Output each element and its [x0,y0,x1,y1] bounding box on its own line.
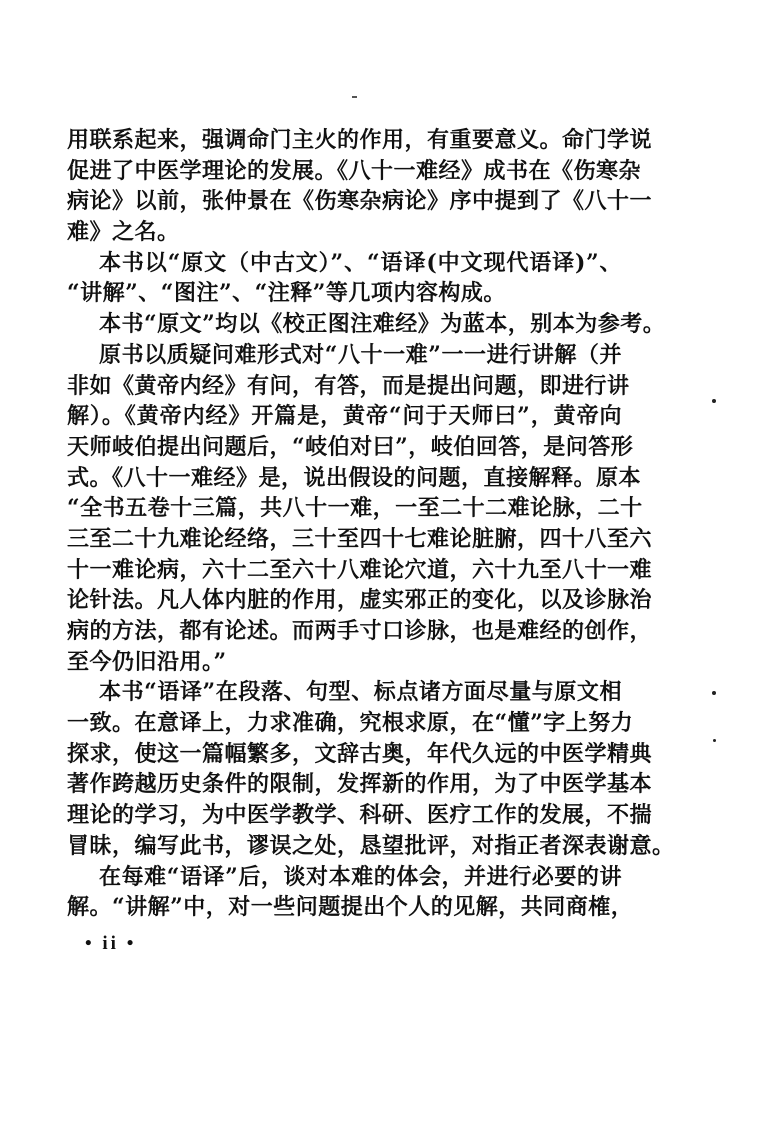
text-line: 非如《黄帝内经》有问，有答，而是提出问题，即进行讲 [67,372,630,399]
text-line: 一致。在意译上，力求准确，究根求原，在“懂”字上努力 [67,710,634,737]
text-line: 难》之名。 [67,219,180,246]
text-line: “讲解”、“图注”、“注释”等几项内容构成。 [67,280,506,307]
text-line: 用联系起来，强调命门主火的作用，有重要意义。命门学说 [67,127,653,153]
scan-mark [352,96,357,98]
text-line: 十一难论病，六十二至六十八难论穴道，六十九至八十一难 [67,556,653,583]
scan-speck [712,691,716,695]
text-line: 式。《八十一难经》是，说出假设的问题，直接解释。原本 [67,464,642,491]
body-text [67,125,675,923]
text-line: 论针法。凡人体内脏的作用，虚实邪正的变化，以及诊脉治 [67,587,653,614]
text-line: 解。“讲解”中，对一些问题提出个人的见解，共同商榷， [67,894,634,921]
text-line: 原书以质疑问难形式对“八十一难”一一进行讲解（并 [99,341,622,368]
scan-speck [712,399,716,403]
text-line: “全书五卷十三篇，共八十一难，一至二十二难论脉，二十 [67,495,643,522]
text-line: 本书“语译”在段落、句型、标点诸方面尽量与原文相 [99,679,622,706]
page-number: • ii • [85,933,137,954]
text-line: 著作跨越历史条件的限制，发挥新的作用，为了中医学基本 [67,771,653,798]
text-line: 本书以“原文（中古文）”、“语译(中文现代语译)”、 [99,249,622,276]
scan-speck [713,739,716,742]
text-line: 本书“原文”均以《校正图注难经》为蓝本，别本为参考。 [99,311,666,338]
text-line: 理论的学习，为中医学教学、科研、医疗工作的发展，不揣 [67,802,653,829]
text-line: 至今仍旧沿用。” [67,648,227,675]
text-line: 病的方法，都有论述。而两手寸口诊脉，也是难经的创作， [67,618,653,644]
text-line: 在每难“语译”后，谈对本难的体会，并进行必要的讲 [99,863,622,890]
text-line: 解）。《黄帝内经》开篇是，黄帝“问于天师曰”，黄帝向 [67,403,622,430]
text-line: 三至二十九难论经络，三十至四十七难论脏腑，四十八至六 [67,525,653,552]
text-line: 探求，使这一篇幅繁多，文辞古奥，年代久远的中医学精典 [67,740,653,767]
text-line: 冒昧，编写此书，谬误之处，恳望批评，对指正者深表谢意。 [67,832,675,859]
text-line: 病论》以前，张仲景在《伤寒杂病论》序中提到了《八十一 [67,188,653,215]
text-line: 天师岐伯提出问题后，“岐伯对曰”，岐伯回答，是问答形 [67,433,634,460]
text-line: 促进了中医学理论的发展。《八十一难经》成书在《伤寒杂 [67,157,642,184]
